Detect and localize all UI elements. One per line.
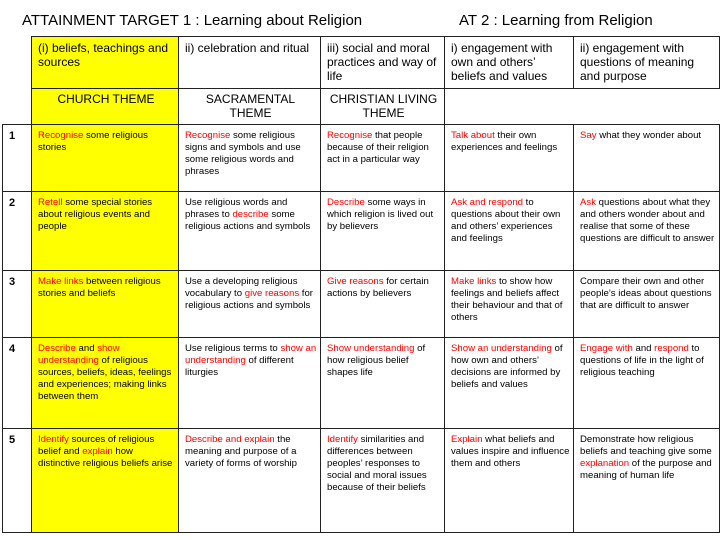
- level-4-engagement-beliefs-cell: [445, 338, 574, 429]
- level-row: [3, 338, 720, 429]
- descriptor-text: what beliefs and values inspire and influence them and others: [451, 434, 570, 469]
- level-2-beliefs-cell: [32, 192, 179, 271]
- highlighted-verb: explanation: [580, 458, 630, 469]
- theme-empty-2: [574, 89, 720, 125]
- descriptor-text: of different liturgies: [185, 355, 294, 378]
- descriptor-text: Demonstrate how religious beliefs and teaching give some: [580, 434, 712, 457]
- descriptor-text: of religious sources, beliefs, ideas, feelings and experiences; making links between them: [38, 355, 172, 402]
- level-2-social-moral-cell: [321, 192, 445, 271]
- highlighted-verb: Recognise: [185, 130, 231, 141]
- highlighted-verb: Recognise: [38, 130, 84, 141]
- level-number: 5: [3, 429, 32, 533]
- level-number: 1: [3, 125, 32, 192]
- highlighted-verb: show understanding: [38, 343, 120, 366]
- highlighted-verb: Recognise: [327, 130, 373, 141]
- level-3-engagement-beliefs-cell: [445, 271, 574, 338]
- descriptor-text: between religious stories and beliefs: [38, 276, 161, 299]
- level-5-celebration-cell: [179, 429, 321, 533]
- level-5-engagement-beliefs-cell: [445, 429, 574, 533]
- level-row: [3, 429, 720, 533]
- highlighted-verb: Describe: [327, 197, 365, 208]
- descriptor-text: some religious stories: [38, 130, 148, 153]
- level-4-beliefs-cell: [32, 338, 179, 429]
- level-3-beliefs-cell: [32, 271, 179, 338]
- level-row: [3, 125, 720, 192]
- level-2-engagement-beliefs-cell: [445, 192, 574, 271]
- level-5-engagement-meaning-cell: [574, 429, 720, 533]
- theme-sacramental: SACRAMENTAL THEME: [179, 89, 321, 125]
- level-number: 4: [3, 338, 32, 429]
- highlighted-verb: explain: [82, 446, 113, 457]
- at2-title: AT 2 : Learning from Religion: [459, 12, 653, 29]
- highlighted-verb: describe: [232, 209, 269, 220]
- highlighted-verb: Show an understanding: [451, 343, 552, 354]
- descriptor-text: sources of religious belief and: [38, 434, 155, 457]
- descriptor-text: similarities and differences between peoples’ responses to social and moral issues because of their beliefs: [327, 434, 427, 493]
- highlighted-verb: Make links: [451, 276, 497, 287]
- descriptor-text: to show how feelings and beliefs affect their behaviour and that of others: [451, 276, 563, 323]
- theme-corner: [3, 89, 32, 125]
- level-number: 3: [3, 271, 32, 338]
- theme-row: [3, 89, 720, 125]
- level-1-celebration-cell: [179, 125, 321, 192]
- level-number: 2: [3, 192, 32, 271]
- descriptor-text: questions about what they and others wonder about and realise that some of these questions are difficult to answer: [580, 197, 715, 244]
- descriptor-text: that people because of their religion act in a particular way: [327, 130, 429, 165]
- highlighted-verb: Ask: [580, 197, 596, 208]
- level-1-engagement-meaning-cell: [574, 125, 720, 192]
- descriptor-text: the meaning and purpose of a variety of forms of worship: [185, 434, 297, 469]
- level-2-engagement-meaning-cell: [574, 192, 720, 271]
- highlighted-verb: Make links: [38, 276, 84, 287]
- level-1-beliefs-cell: [32, 125, 179, 192]
- highlighted-verb: Identify: [38, 434, 69, 445]
- descriptor-text: Use a developing religious vocabulary to: [185, 276, 298, 299]
- descriptor-text: and: [75, 343, 98, 354]
- highlighted-verb: Engage with: [580, 343, 633, 354]
- theme-empty-1: [445, 89, 574, 125]
- level-2-celebration-cell: [179, 192, 321, 271]
- descriptor-text: some special stories about religious events and people: [38, 197, 153, 232]
- at1-title: ATTAINMENT TARGET 1 : Learning about Religion: [22, 12, 363, 29]
- highlighted-verb: Talk about: [451, 130, 495, 141]
- descriptor-text: for certain actions by believers: [327, 276, 429, 299]
- header-row: [3, 37, 720, 89]
- level-4-celebration-cell: [179, 338, 321, 429]
- highlighted-verb: Describe and explain: [185, 434, 275, 445]
- theme-church: CHURCH THEME: [32, 89, 179, 125]
- highlighted-verb: Explain: [451, 434, 483, 445]
- descriptor-text: of how own and others’ decisions are informed by beliefs and values: [451, 343, 563, 390]
- header-engagement-beliefs: i) engagement with own and others’ beliefs and values: [445, 37, 574, 89]
- descriptor-text: Use religious words and phrases to: [185, 197, 288, 220]
- level-1-social-moral-cell: [321, 125, 445, 192]
- descriptor-text: of how religious belief shapes life: [327, 343, 426, 378]
- corner-cell: [3, 37, 32, 89]
- highlighted-verb: respond: [654, 343, 689, 354]
- level-3-social-moral-cell: [321, 271, 445, 338]
- highlighted-verb: Describe: [38, 343, 76, 354]
- highlighted-verb: Show understanding: [327, 343, 415, 354]
- level-4-social-moral-cell: [321, 338, 445, 429]
- highlighted-verb: Retell: [38, 197, 63, 208]
- header-beliefs: (i) beliefs, teachings and sources: [32, 37, 179, 89]
- descriptor-text: some ways in which religion is lived out by believers: [327, 197, 434, 232]
- descriptor-text: Compare their own and other people’s ideas about questions that are difficult to answer: [580, 276, 712, 311]
- descriptor-text: and: [632, 343, 655, 354]
- highlighted-verb: Say: [580, 130, 597, 141]
- descriptor-text: of the purpose and meaning of human life: [580, 458, 712, 481]
- attainment-grid: [2, 36, 720, 533]
- descriptor-text: Use religious terms to: [185, 343, 281, 354]
- descriptor-text: some religious actions and symbols: [185, 209, 311, 232]
- level-3-celebration-cell: [179, 271, 321, 338]
- descriptor-text: to questions of life in the light of religious teaching: [580, 343, 704, 378]
- level-1-engagement-beliefs-cell: [445, 125, 574, 192]
- descriptor-text: to questions about their own and others’ experiences and feelings: [451, 197, 561, 244]
- highlighted-verb: Ask and respond: [451, 197, 523, 208]
- highlighted-verb: Give reasons: [327, 276, 384, 287]
- descriptor-text: their own experiences and feelings: [451, 130, 558, 153]
- descriptor-text: how distinctive religious beliefs arise: [38, 446, 173, 469]
- level-4-engagement-meaning-cell: [574, 338, 720, 429]
- header-social-moral: iii) social and moral practices and way of life: [321, 37, 445, 89]
- level-5-social-moral-cell: [321, 429, 445, 533]
- descriptor-text: what they wonder about: [596, 130, 702, 141]
- highlighted-verb: show an understanding: [185, 343, 317, 366]
- descriptor-text: some religious signs and symbols and use some religious words and phrases: [185, 130, 301, 177]
- theme-christian-living: CHRISTIAN LIVING THEME: [321, 89, 445, 125]
- level-row: [3, 192, 720, 271]
- header-celebration: ii) celebration and ritual: [179, 37, 321, 89]
- level-3-engagement-meaning-cell: [574, 271, 720, 338]
- highlighted-verb: Identify: [327, 434, 358, 445]
- descriptor-text: for religious actions and symbols: [185, 288, 314, 311]
- highlighted-verb: give reasons: [244, 288, 300, 299]
- level-5-beliefs-cell: [32, 429, 179, 533]
- header-engagement-meaning: ii) engagement with questions of meaning and purpose: [574, 37, 720, 89]
- level-row: [3, 271, 720, 338]
